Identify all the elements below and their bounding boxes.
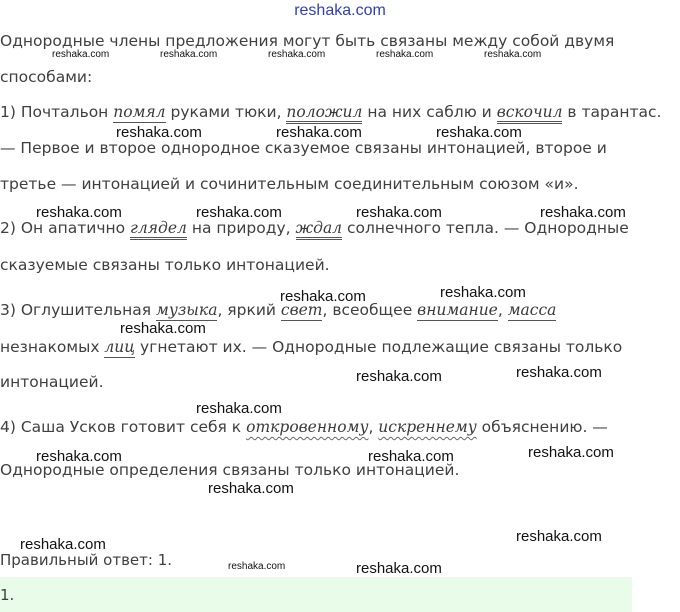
example-1-line-2: — Первое и второе однородное сказуемое связаны интонацией, второе и xyxy=(0,139,607,157)
watermark-label: reshaka.com xyxy=(20,536,106,553)
watermark-label: reshaka.com xyxy=(276,124,362,141)
predicate-word: глядел xyxy=(130,219,187,240)
watermark-label: reshaka.com xyxy=(208,480,294,497)
subject-word: масса xyxy=(507,301,557,319)
example-4-line-1: 4) Саша Усков готовит себя к откровенному, искреннему объяснению. — xyxy=(0,418,608,436)
example-1-line-3: третье — интонацией и сочинительным соединительным союзом «и». xyxy=(0,175,579,193)
watermark-label: reshaka.com xyxy=(160,49,218,60)
intro-line-1: Однородные члены предложения могут быть связаны между собой двумя xyxy=(0,32,615,50)
subject-word: лиц xyxy=(104,338,136,356)
watermark-label: reshaka.com xyxy=(228,561,286,572)
watermark-label: reshaka.com xyxy=(436,124,522,141)
watermark-label: reshaka.com xyxy=(280,288,366,305)
watermark-label: reshaka.com xyxy=(120,320,206,337)
watermark-label: reshaka.com xyxy=(268,49,326,60)
subject-word: внимание xyxy=(417,301,498,319)
example-2-line-2: сказуемые связаны только интонацией. xyxy=(0,256,330,274)
watermark-label: reshaka.com xyxy=(196,204,282,221)
attribute-word: искреннему xyxy=(378,418,477,436)
subject-word: свет xyxy=(280,301,323,319)
attribute-word: откровенному xyxy=(246,418,369,436)
answer-label: Правильный ответ: 1. xyxy=(0,551,173,569)
watermark-label: reshaka.com xyxy=(516,364,602,381)
example-3-line-1: 3) Оглушительная музыка, яркий свет, всеобщее внимание, масса xyxy=(0,301,557,319)
intro-line-2: способами: xyxy=(0,68,93,86)
watermark-label: reshaka.com xyxy=(356,560,442,577)
example-4-line-2: Однородные определения связаны только интонацией. xyxy=(0,461,460,479)
watermark-label: reshaka.com xyxy=(52,49,110,60)
watermark-label: reshaka.com xyxy=(516,528,602,545)
example-3-line-3: интонацией. xyxy=(0,373,104,391)
watermark-label: reshaka.com xyxy=(540,204,626,221)
watermark-label: reshaka.com xyxy=(528,444,614,461)
predicate-word: ждал xyxy=(296,219,343,240)
watermark-label: reshaka.com xyxy=(356,204,442,221)
example-1-line-1: 1) Почтальон помял руками тюки, положил на них саблю и вскочил в тарантас. xyxy=(0,103,661,121)
watermark-label: reshaka.com xyxy=(36,204,122,221)
watermark-label: reshaka.com xyxy=(116,124,202,141)
answer-box xyxy=(0,577,632,612)
watermark-label: reshaka.com xyxy=(196,400,282,417)
example-3-line-2: незнакомых лиц угнетают их. — Однородные подлежащие связаны только xyxy=(0,338,623,356)
answer-value: 1. xyxy=(0,586,15,604)
predicate-word: положил xyxy=(286,103,362,124)
watermark-label: reshaka.com xyxy=(356,368,442,385)
watermark-label: reshaka.com xyxy=(484,49,542,60)
site-watermark-top: reshaka.com xyxy=(294,2,386,19)
watermark-label: reshaka.com xyxy=(368,448,454,465)
predicate-word: вскочил xyxy=(497,103,563,124)
watermark-label: reshaka.com xyxy=(36,448,122,465)
subject-word: музыка xyxy=(156,301,218,319)
predicate-word: помял xyxy=(113,103,166,121)
example-2-line-1: 2) Он апатично глядел на природу, ждал солнечного тепла. — Однородные xyxy=(0,219,629,237)
watermark-label: reshaka.com xyxy=(376,49,434,60)
watermark-label: reshaka.com xyxy=(440,284,526,301)
